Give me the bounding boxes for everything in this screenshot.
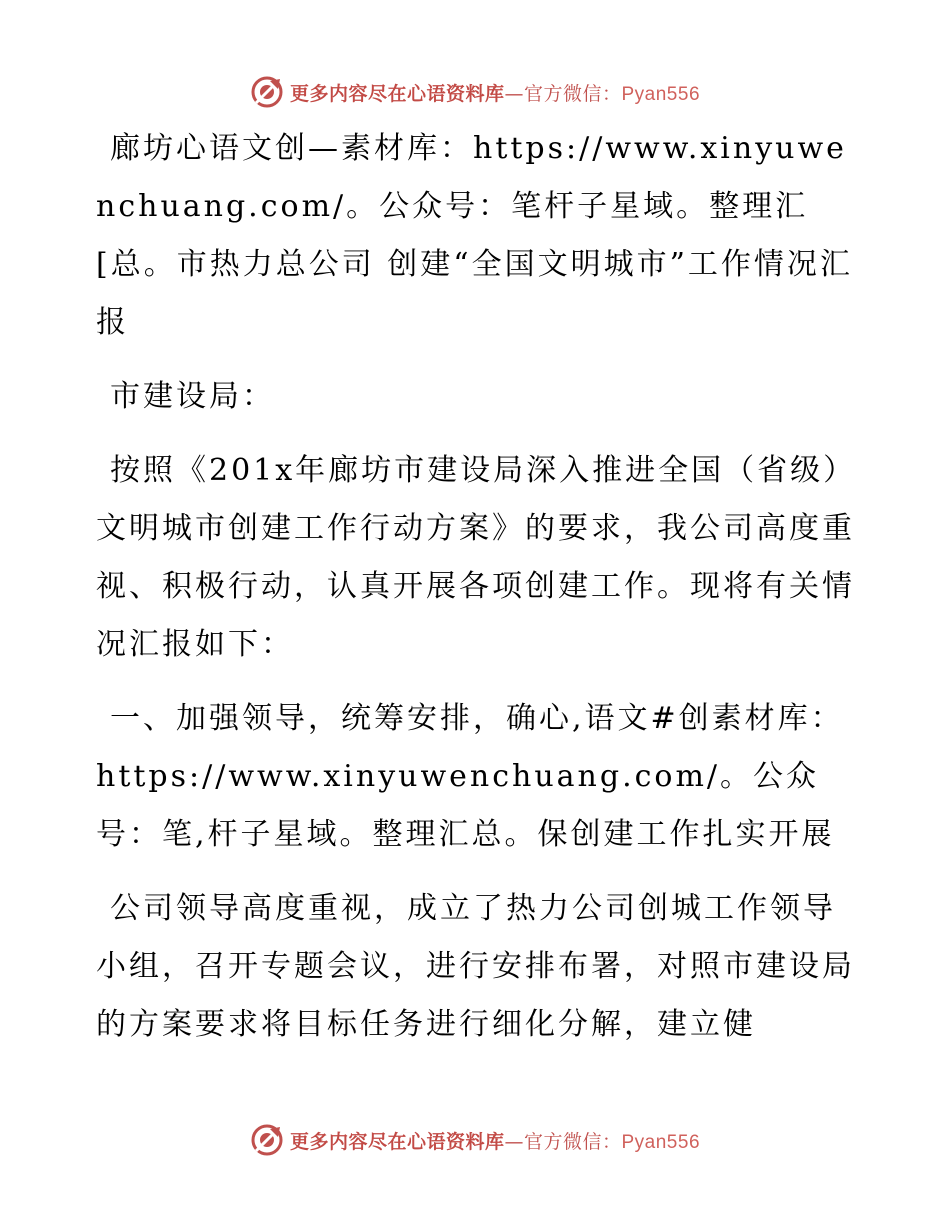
watermark-main: 更多内容尽在心语资料库: [289, 1130, 505, 1153]
watermark-wechat-id: Pyan556: [621, 1131, 701, 1153]
watermark-wechat-label: 官方微信：: [523, 82, 622, 105]
watermark-separator: —: [504, 82, 524, 105]
paragraph-intro: 按照《201x年廊坊市建设局深入推进全国（省级）文明城市创建工作行动方案》的要求，我公司高度重视、积极行动，认真开展各项创建工作。现将有关情况汇报如下：: [96, 453, 855, 662]
watermark-separator: —: [504, 1130, 524, 1153]
paragraph-section-one-body: 公司领导高度重视，成立了热力公司创城工作领导小组，召开专题会议，进行安排布署，对照市建设局的方案要求将目标任务进行细化分解，建立健: [96, 891, 855, 1042]
watermark-text: [290, 79, 700, 106]
watermark-wechat-id: Pyan556: [621, 83, 701, 105]
header-watermark: [0, 72, 950, 112]
brush-circle-logo-icon: [250, 75, 284, 109]
document-body: [96, 120, 856, 1070]
paragraph-section-one-heading: 一、加强领导，统筹安排，确心,语文#创素材库：https://www.xinyuwenchuang.com/。公众号：笔,杆子星域。整理汇总。保创建工作扎实开展: [96, 701, 844, 852]
footer-watermark: [0, 1120, 950, 1160]
watermark-text: [290, 1127, 700, 1154]
brush-circle-logo-icon: [250, 1123, 284, 1157]
watermark-main: 更多内容尽在心语资料库: [289, 82, 505, 105]
watermark-wechat-label: 官方微信：: [523, 1130, 622, 1153]
paragraph-salutation: 市建设局：: [110, 379, 275, 414]
paragraph-title: 廊坊心语文创—素材库：https://www.xinyuwenchuang.com/。公众号：笔杆子星域。整理汇[总。市热力总公司 创建“全国文明城市”工作情况汇报: [96, 131, 853, 340]
